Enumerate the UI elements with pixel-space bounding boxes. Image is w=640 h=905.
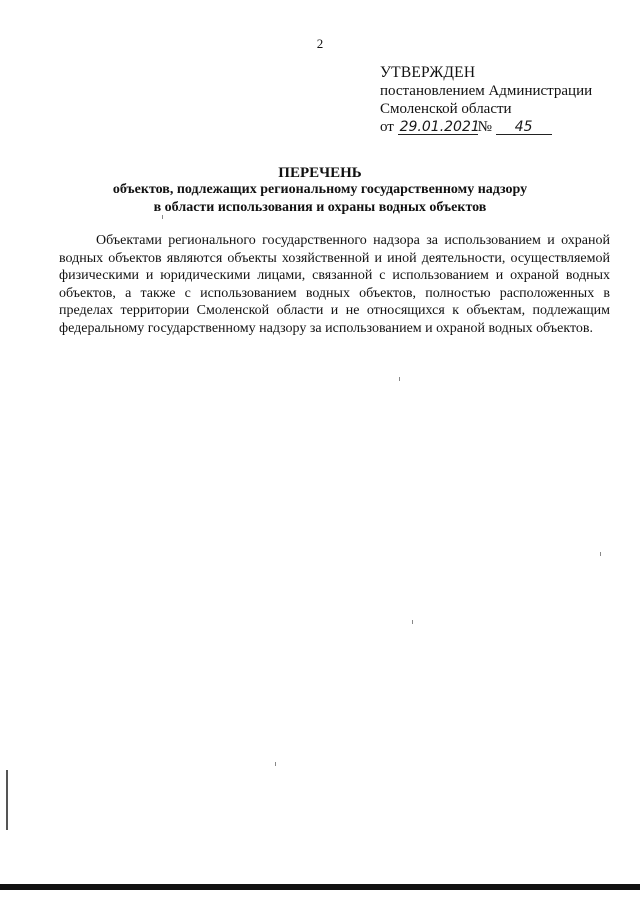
handwritten-date: 29.01.2021	[399, 119, 480, 135]
scan-speck	[600, 552, 601, 556]
document-subtitle	[0, 181, 640, 217]
scan-speck	[399, 377, 400, 381]
handwritten-number: 45	[496, 120, 552, 135]
approval-line-2: Смоленской области	[380, 101, 512, 117]
page-number: 2	[316, 36, 324, 51]
body-paragraph: Объектами регионального государственного надзора за использованием и охраной водных объектов являются объекты хозяйственной и иной деятельности, осуществляемой физическими и юридическими лицами, связанной с использованием и охраной водных объектов, а также с использованием водных объектов, полностью расположенных в пределах территории Смоленской области и не относящихся к объектам, подлежащим федеральному государственному надзору за использованием и охраной водных объектов.	[59, 233, 610, 336]
scan-bottom-edge	[0, 884, 640, 890]
approval-block	[380, 64, 630, 136]
scan-speck	[275, 762, 276, 766]
approved-heading: УТВЕРЖДЕН	[380, 64, 476, 81]
number-sign: №	[477, 119, 492, 135]
subtitle-line-1: объектов, подлежащих региональному государственному надзору	[112, 182, 528, 197]
scan-speck	[412, 620, 413, 624]
subtitle-line-2: в области использования и охраны водных объектов	[153, 200, 487, 215]
approval-line-1: постановлением Администрации	[380, 83, 593, 99]
approval-date-line	[380, 118, 630, 136]
from-prefix: от	[380, 119, 394, 135]
scan-speck	[162, 215, 163, 219]
document-title: ПЕРЕЧЕНЬ	[278, 165, 362, 181]
scan-edge-mark	[6, 770, 8, 830]
